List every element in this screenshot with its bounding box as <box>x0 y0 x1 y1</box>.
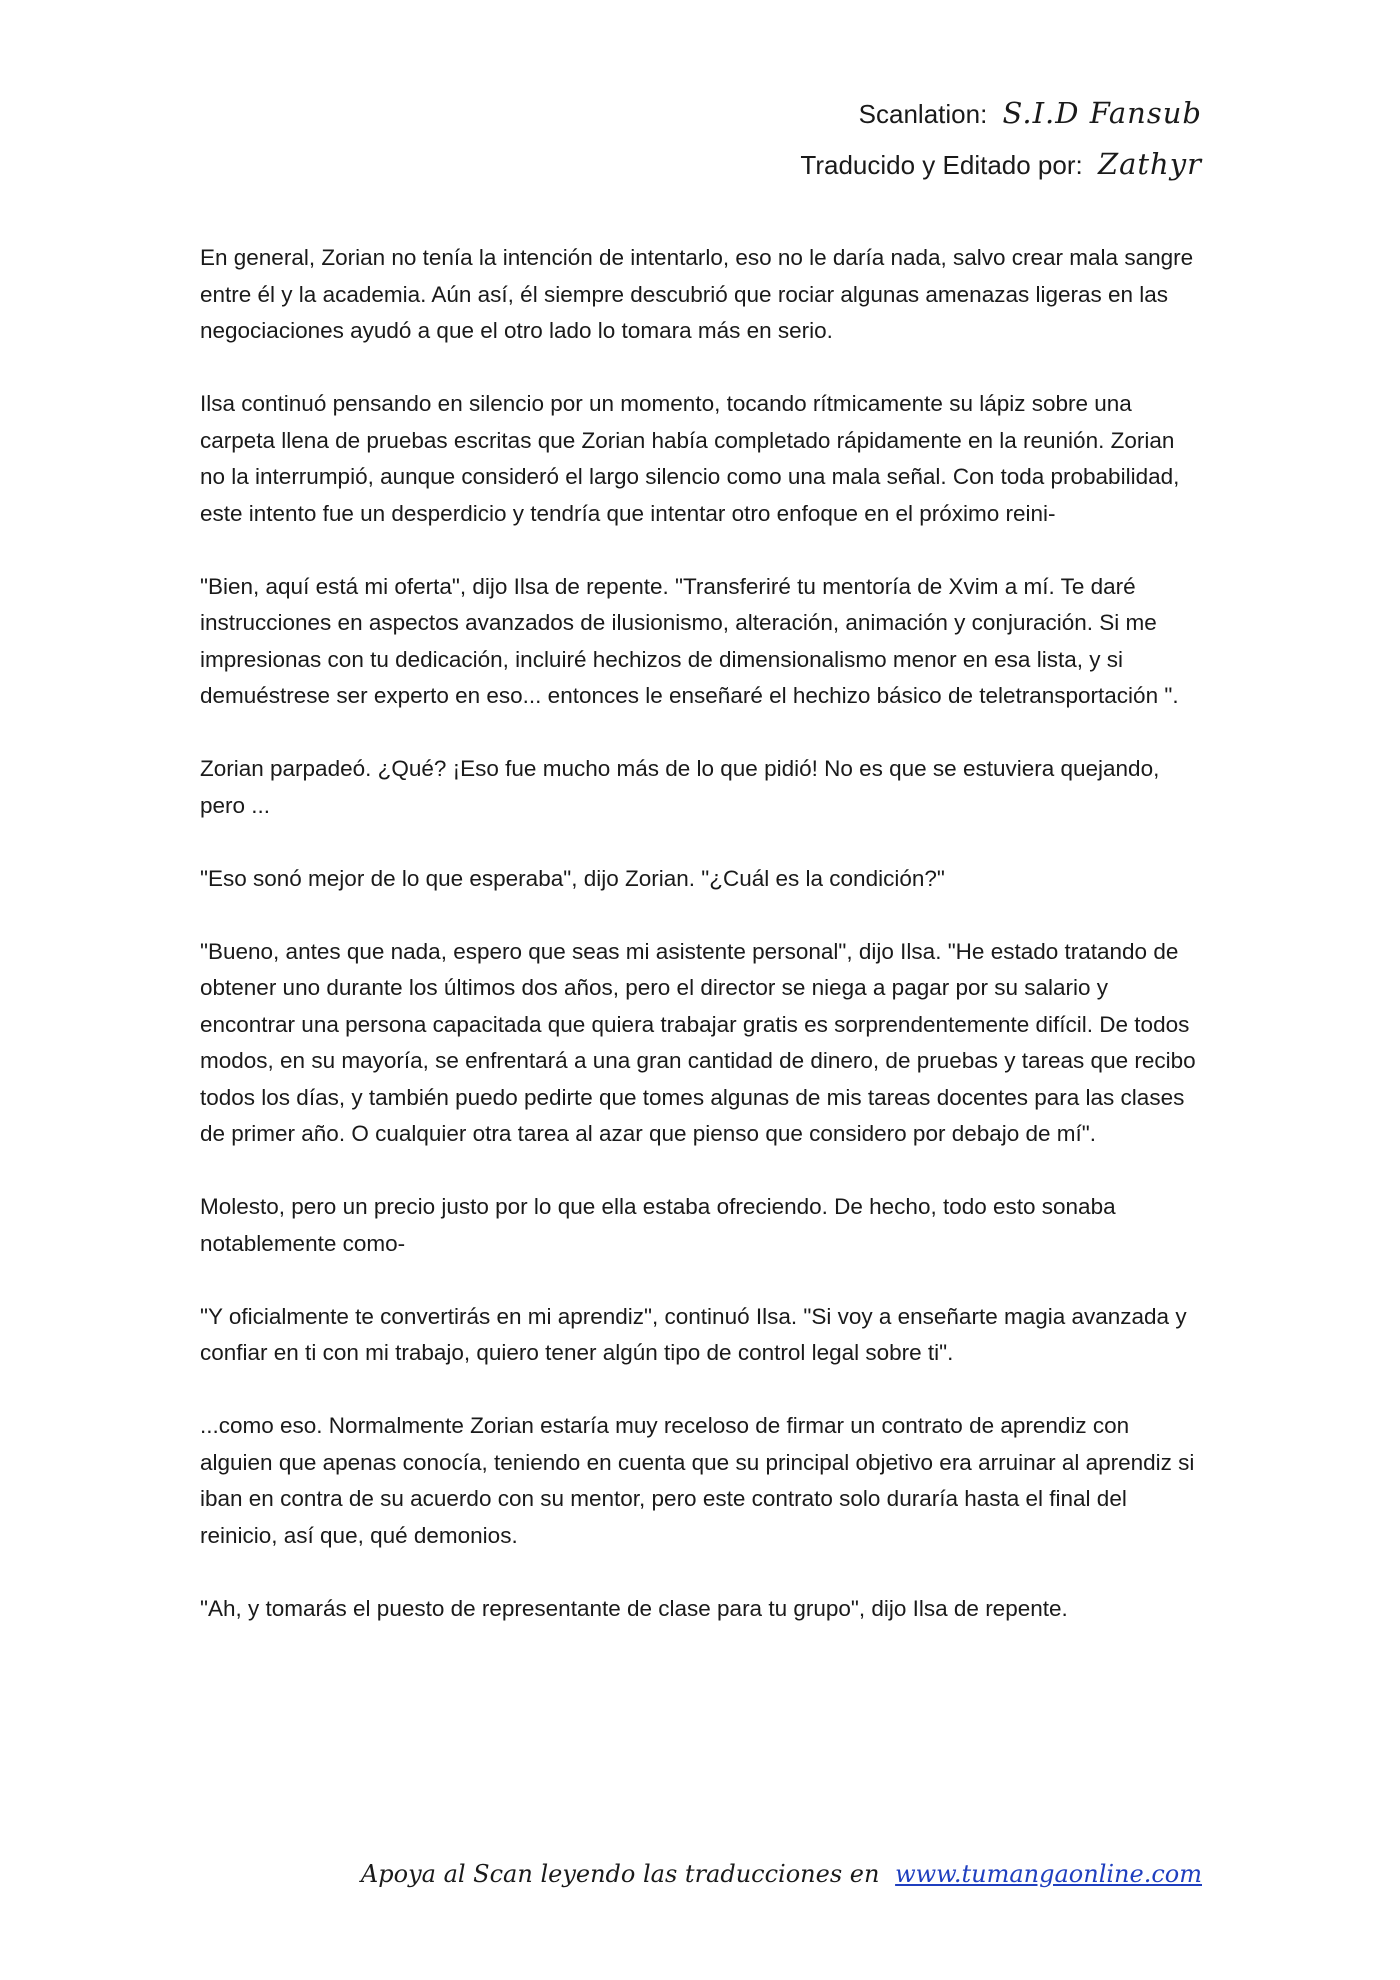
paragraph-7: Molesto, pero un precio justo por lo que ella estaba ofreciendo. De hecho, todo esto sonaba notablemente como- <box>200 1194 1116 1256</box>
paragraph-3: "Bien, aquí está mi oferta", dijo Ilsa de repente. "Transferiré tu mentoría de Xvim a mí. Te daré instrucciones en aspectos avanzados de ilusionismo, alteración, animación y conjuración. Si me impresionas con tu dedicación, incluiré hechizos de dimensionalismo menor en esa lista, y si demuéstrese ser experto en eso... entonces le enseñaré el hechizo básico de teletransportación ". <box>200 573 1179 708</box>
story-text <box>200 240 1205 1664</box>
translator-credit <box>800 139 1202 190</box>
paragraph-8: "Y oficialmente te convertirás en mi aprendiz", continuó Ilsa. "Si voy a enseñarte magia avanzada y confiar en ti con mi trabajo, quiero tener algún tipo de control legal sobre ti". <box>200 1303 1187 1365</box>
paragraph-10: "Ah, y tomarás el puesto de representante de clase para tu grupo", dijo Ilsa de repente. <box>200 1595 1068 1621</box>
credits-header <box>800 88 1202 190</box>
paragraph-6: "Bueno, antes que nada, espero que seas mi asistente personal", dijo Ilsa. "He estado tratando de obtener uno durante los últimos dos años, pero el director se niega a pagar por su salario y encontrar una persona capacitada que quiera trabajar gratis es sorprendentemente difícil. De todos modos, en su mayoría, se enfrentará a una gran cantidad de dinero, de pruebas y tareas que recibo todos los días, y también puedo pedirte que tomes algunas de mis tareas docentes para las clases de primer año. O cualquier otra tarea al azar que pienso que considero por debajo de mí". <box>200 938 1196 1146</box>
scanlation-label: Scanlation: <box>858 99 988 129</box>
paragraph-9: ...como eso. Normalmente Zorian estaría muy receloso de firmar un contrato de aprendiz con alguien que apenas conocía, teniendo en cuenta que su principal objetivo era arruinar al aprendiz si iban en contra de su acuerdo con su mentor, pero este contrato solo duraría hasta el final del reinicio, así que, qué demonios. <box>200 1413 1195 1548</box>
scanlation-credit <box>800 88 1202 139</box>
paragraph-2: Ilsa continuó pensando en silencio por un momento, tocando rítmicamente su lápiz sobre una carpeta llena de pruebas escritas que Zorian había completado rápidamente en la reunión. Zorian no la interrumpió, aunque consideró el largo silencio como una mala señal. Con toda probabilidad, este intento fue un desperdicio y tendría que intentar otro enfoque en el próximo reini- <box>200 391 1180 526</box>
scanlation-group-name: S.I.D Fansub <box>1002 96 1202 130</box>
paragraph-1: En general, Zorian no tenía la intención de intentarlo, eso no le daría nada, salvo crear mala sangre entre él y la academia. Aún así, él siempre descubrió que rociar algunas amenazas ligeras en las negociaciones ayudó a que el otro lado lo tomara más en serio. <box>200 245 1194 343</box>
footer-note <box>361 1860 1202 1888</box>
translator-name: Zathyr <box>1097 147 1202 181</box>
paragraph-5: "Eso sonó mejor de lo que esperaba", dijo Zorian. "¿Cuál es la condición?" <box>200 865 945 891</box>
paragraph-4: Zorian parpadeó. ¿Qué? ¡Eso fue mucho más de lo que pidió! No es que se estuviera quejando, pero ... <box>200 756 1160 818</box>
site-link[interactable]: www.tumangaonline.com <box>895 1860 1202 1888</box>
footer-text: Apoya al Scan leyendo las traducciones en <box>360 1860 880 1888</box>
translator-label: Traducido y Editado por: <box>800 150 1083 180</box>
